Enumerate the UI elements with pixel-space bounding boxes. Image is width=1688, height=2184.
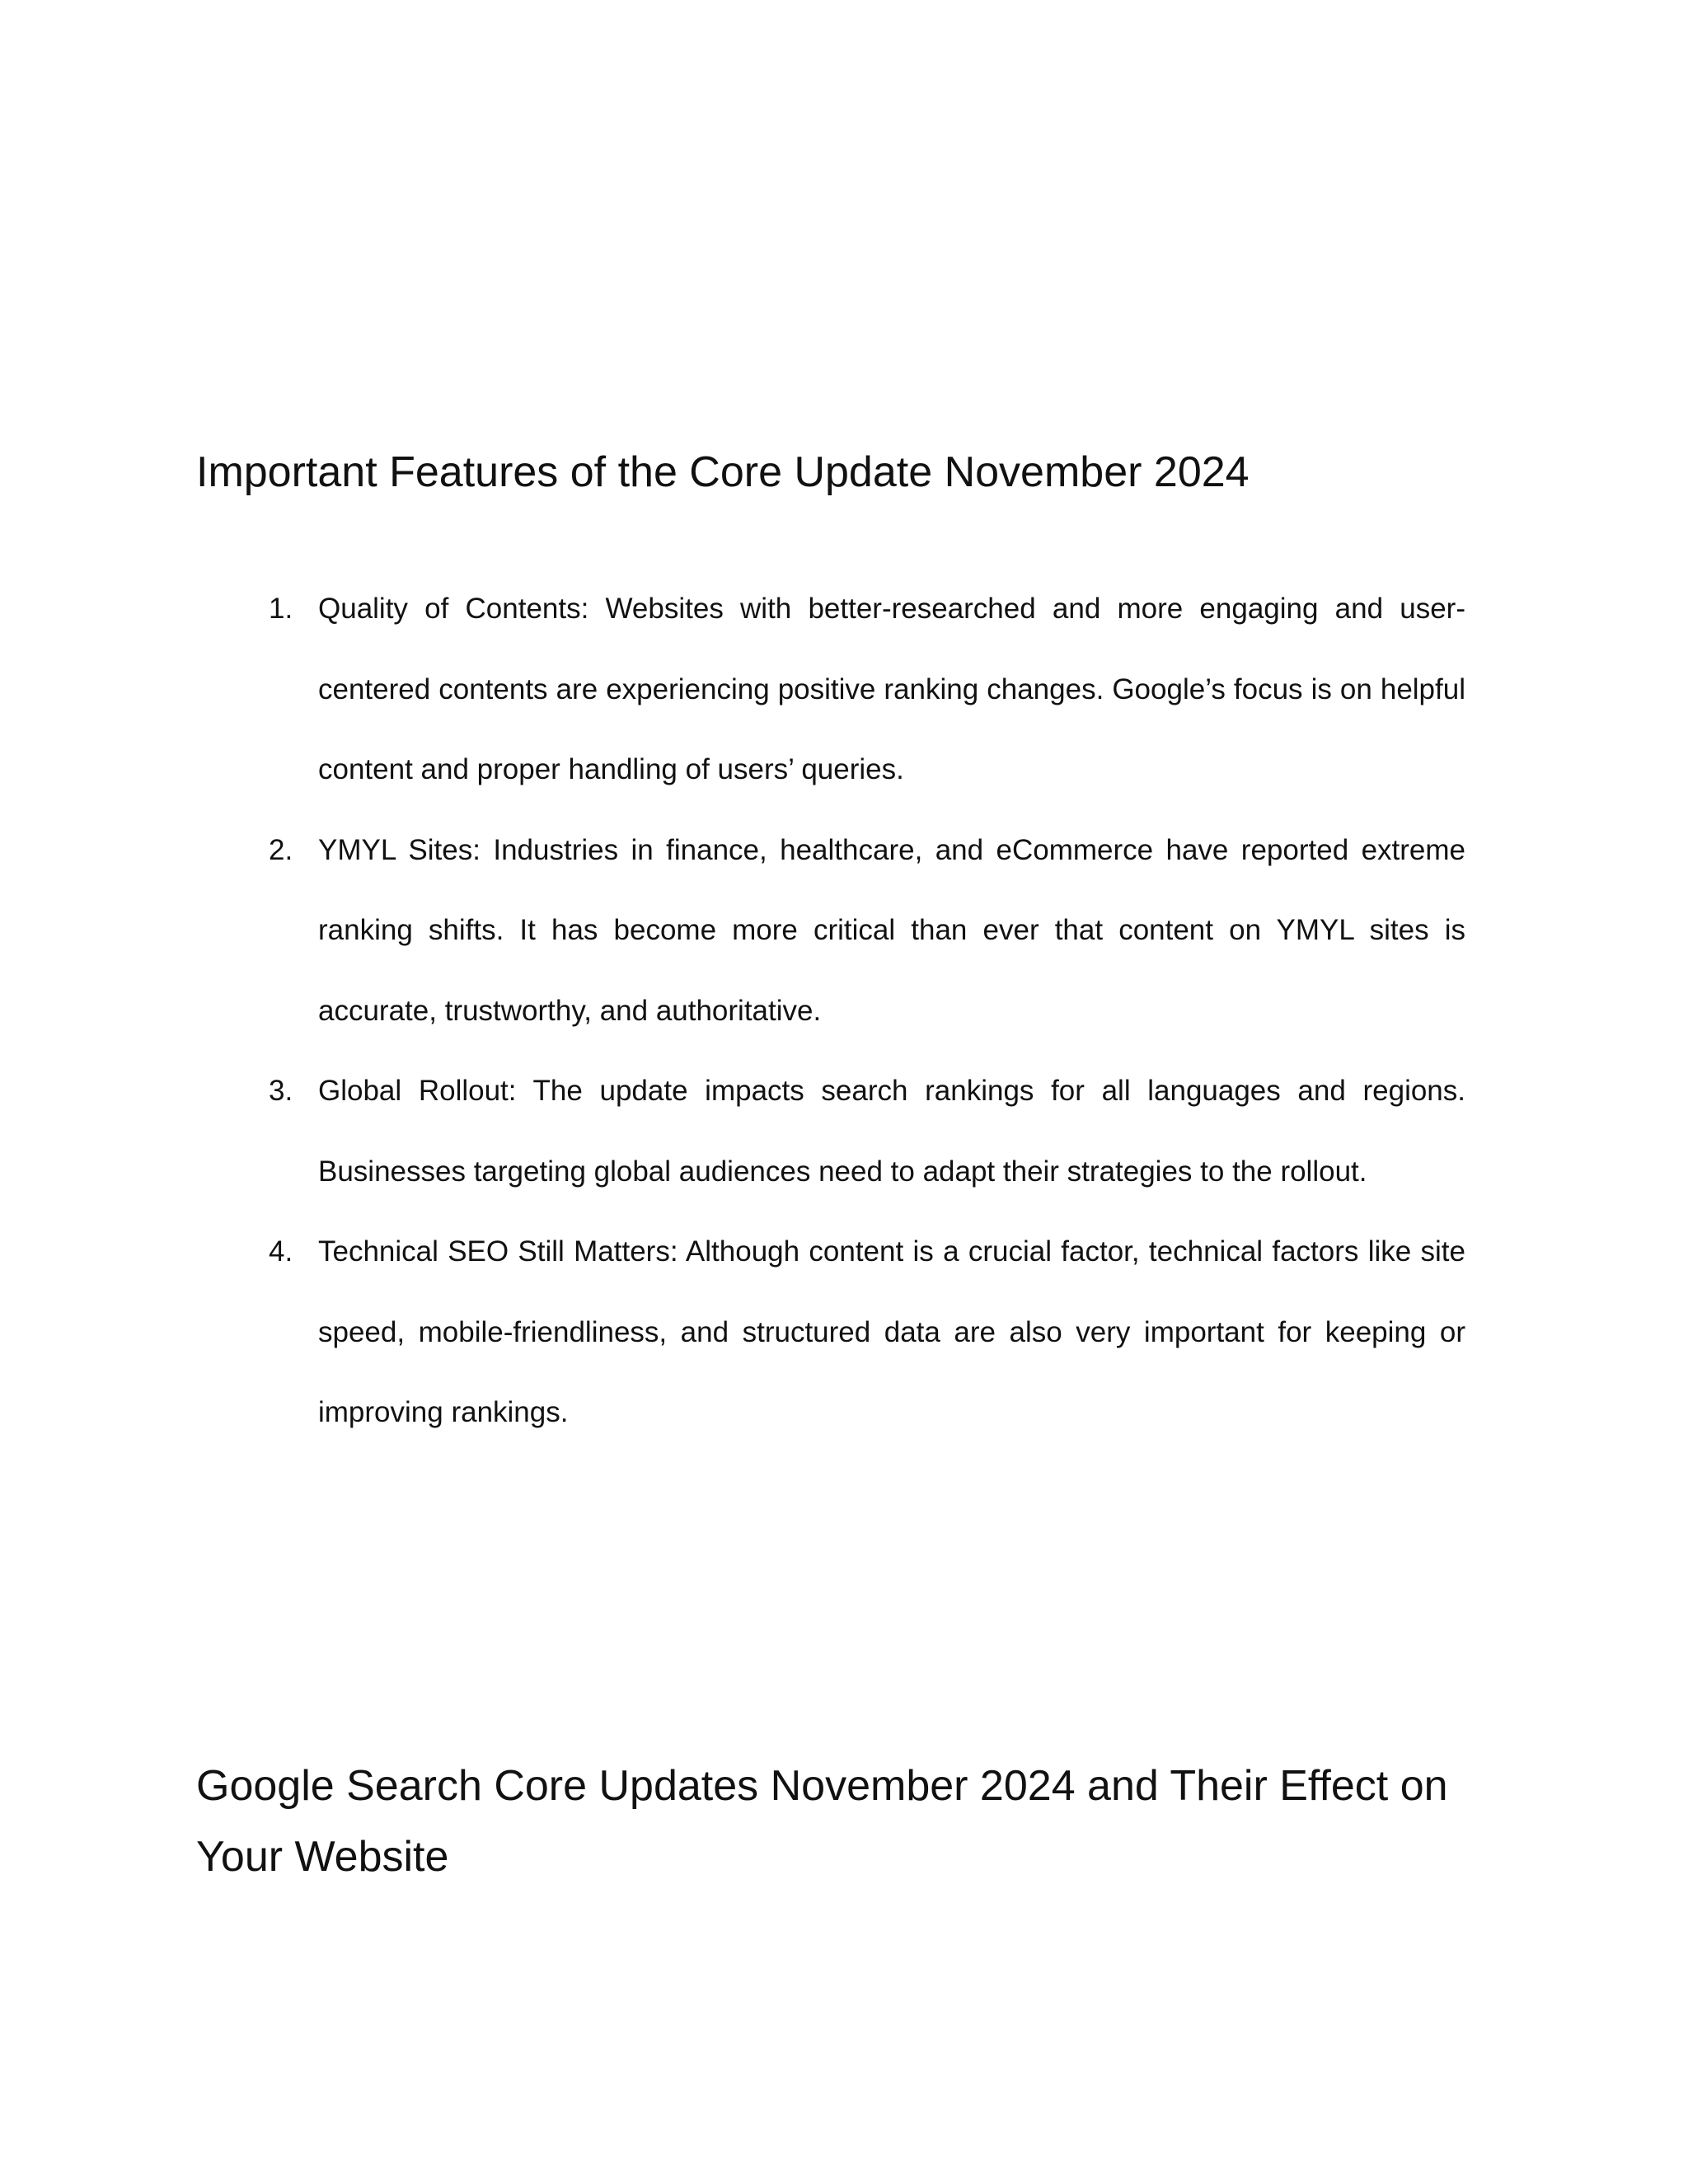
feature-number: 2. [269, 833, 293, 866]
feature-number: 4. [269, 1235, 293, 1268]
effects-heading: Google Search Core Updates November 2024 and Their Effect on Your Website [196, 1762, 1448, 1881]
feature-number: 3. [269, 1075, 293, 1107]
feature-item-technical-seo [196, 1212, 1465, 1453]
features-heading: Important Features of the Core Update November 2024 [196, 448, 1250, 496]
feature-text: Quality of Contents: Websites with better-researched and more engaging and user-centered contents are experiencing positive ranking changes. Google’s focus is on helpful content and proper handling of users’ queries. [318, 593, 1465, 785]
feature-text: Technical SEO Still Matters: Although content is a crucial factor, technical factors like site speed, mobile-friendliness, and structured data are also very important for keeping or improving rankings. [318, 1235, 1465, 1428]
feature-number: 1. [269, 593, 293, 625]
feature-text: YMYL Sites: Industries in finance, healthcare, and eCommerce have reported extreme ranking shifts. It has become more critical than ever that content on YMYL sites is accurate, trustworthy, and authoritative. [318, 833, 1465, 1027]
feature-item-global-rollout [196, 1051, 1465, 1212]
features-list [196, 569, 1465, 1453]
feature-item-quality [196, 569, 1465, 810]
feature-text: Global Rollout: The update impacts search rankings for all languages and regions. Businesses targeting global audiences need to adapt their strategies to the rollout. [318, 1075, 1465, 1188]
feature-item-ymyl [196, 810, 1465, 1052]
